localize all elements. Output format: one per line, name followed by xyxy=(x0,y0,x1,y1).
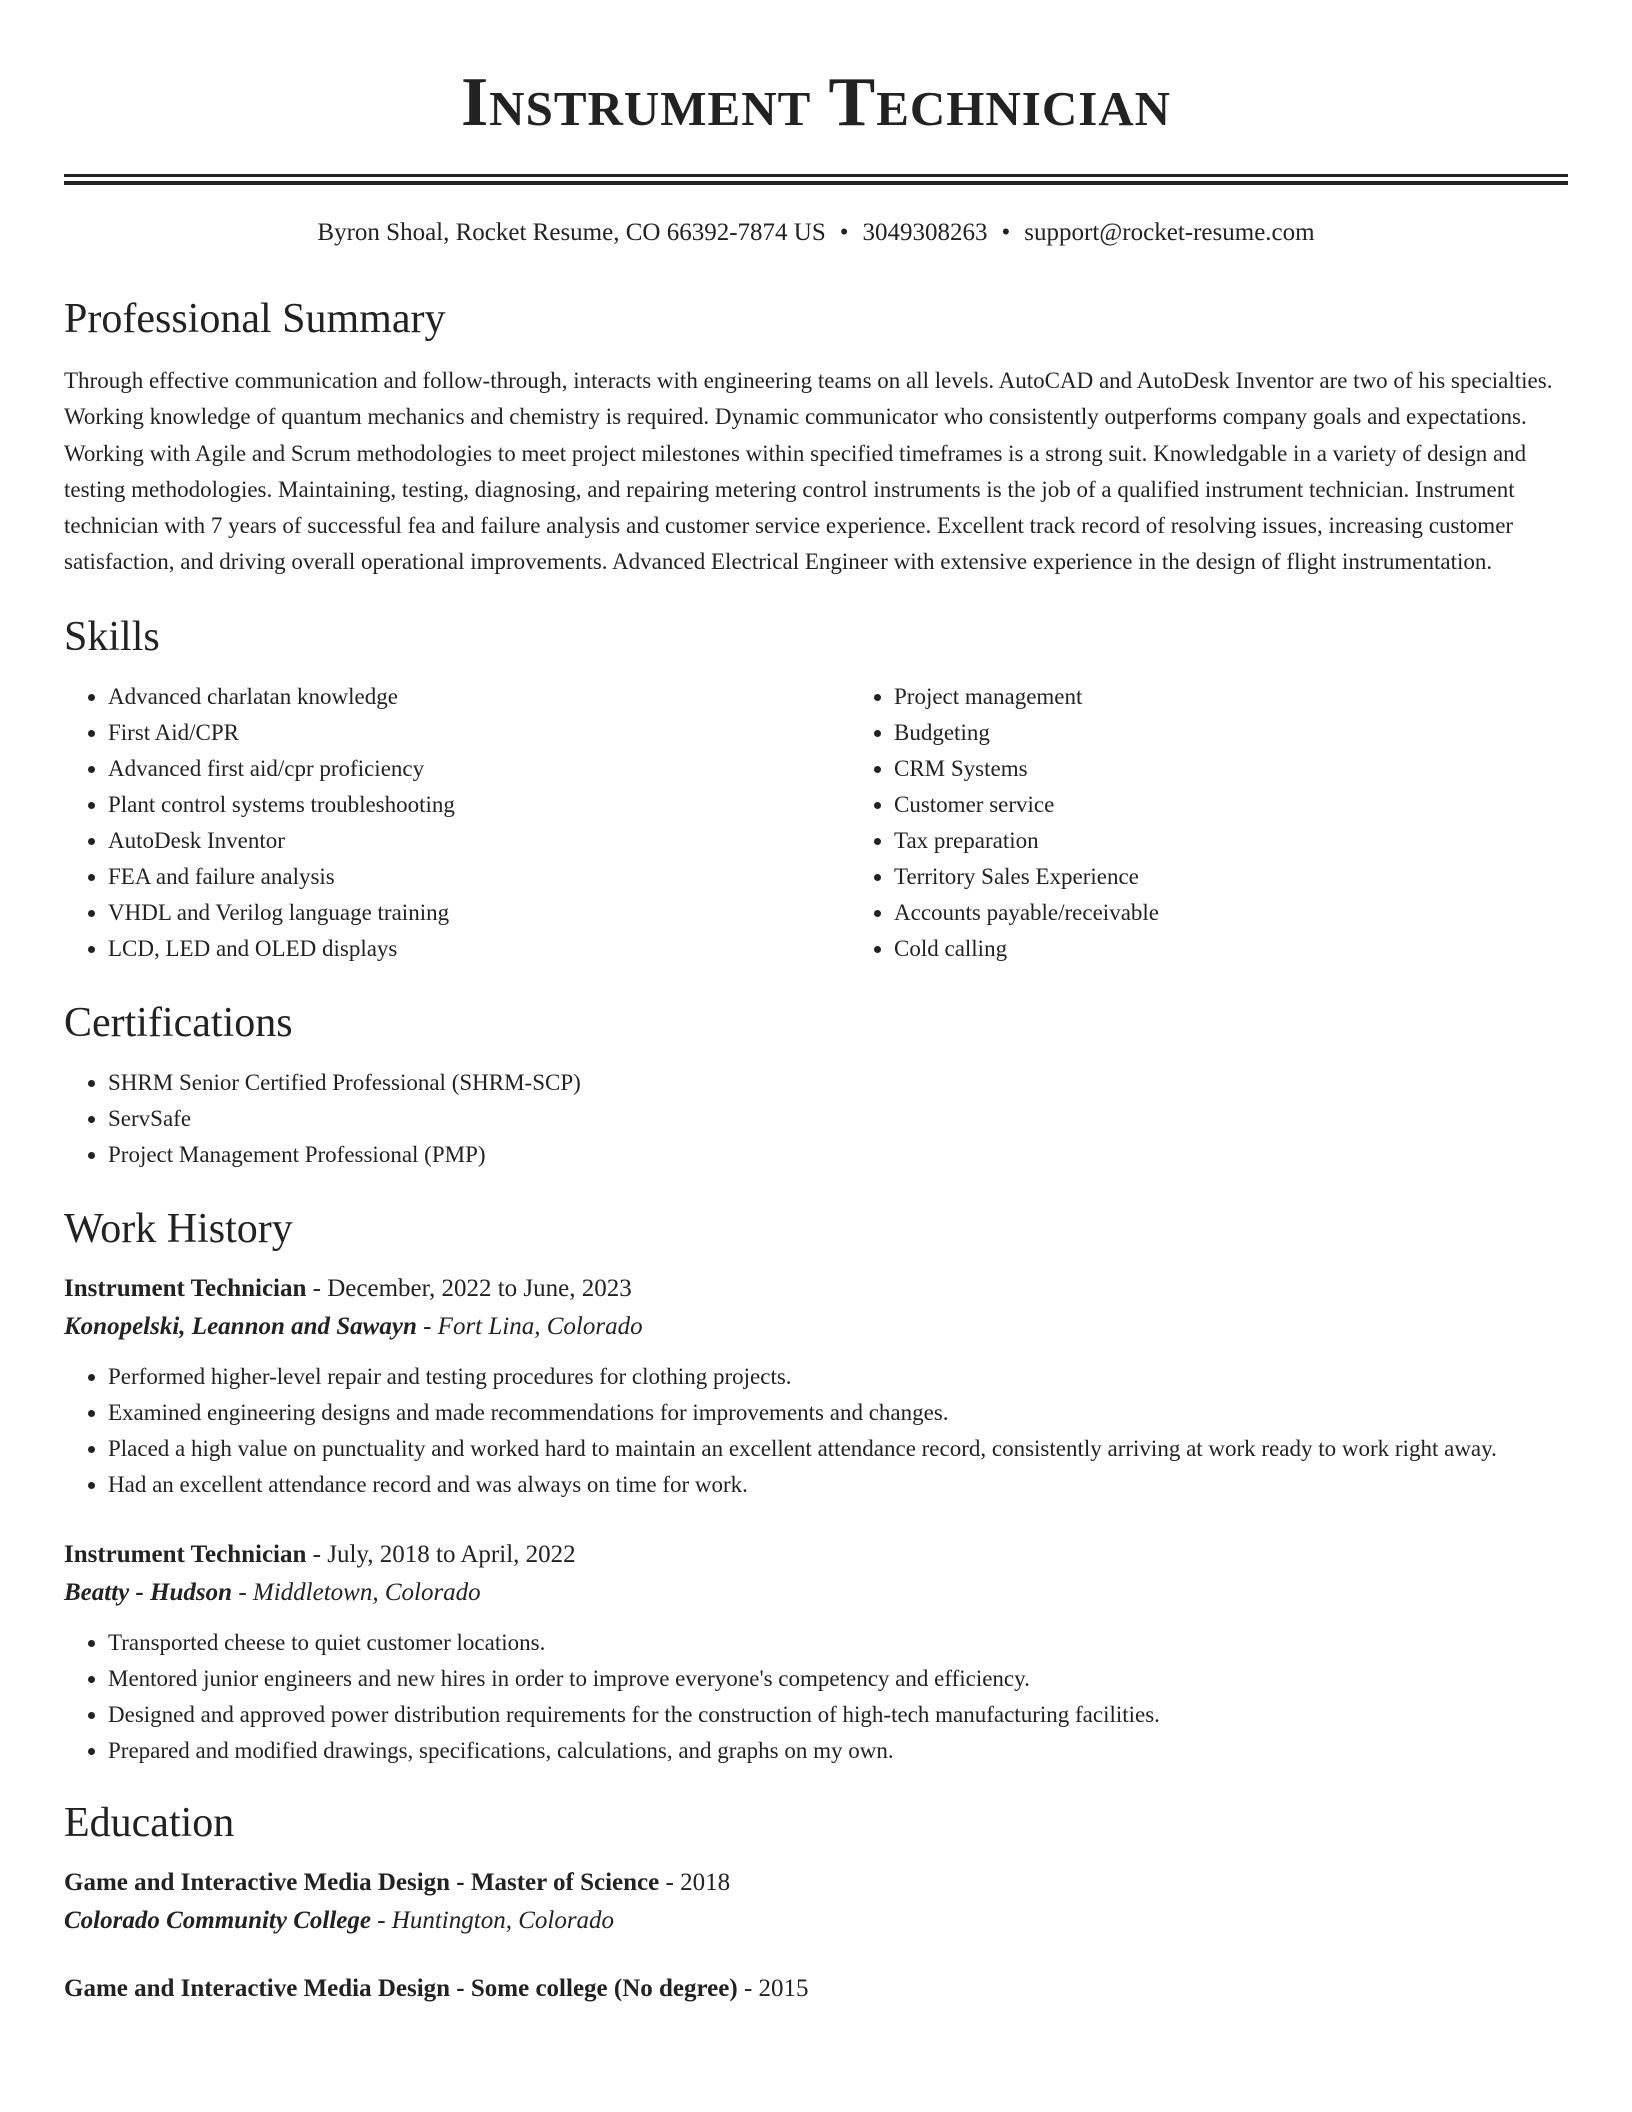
contact-separator: • xyxy=(839,219,849,246)
skills-list-left xyxy=(64,679,850,967)
job-company: Konopelski, Leannon and Sawayn xyxy=(64,1312,417,1340)
skill-item: • Project management xyxy=(894,679,1632,715)
skills-heading: Skills xyxy=(64,613,160,660)
job-company-line xyxy=(64,1573,1568,1613)
job-bullets xyxy=(64,1359,1568,1503)
education-section xyxy=(64,1795,1568,2007)
skill-item: • AutoDesk Inventor xyxy=(108,823,850,859)
job-bullet: • Mentored junior engineers and new hires in order to improve everyone's competency and efficiency. xyxy=(108,1661,1568,1697)
skill-item: • Cold calling xyxy=(894,931,1632,967)
education-degree: Game and Interactive Media Design - Master of Science xyxy=(64,1868,660,1896)
education-school-line xyxy=(64,1901,1568,1941)
education-entry xyxy=(64,1971,1568,2007)
job-entry xyxy=(64,1537,1568,1769)
contact-separator: • xyxy=(1001,219,1011,246)
job-company-line xyxy=(64,1307,1568,1347)
job-title: Instrument Technician xyxy=(64,1540,307,1568)
skill-item: • CRM Systems xyxy=(894,751,1632,787)
contact-email: support@rocket-resume.com xyxy=(1024,219,1315,246)
certification-item: • Project Management Professional (PMP) xyxy=(108,1137,1568,1173)
job-bullet: • Examined engineering designs and made recommendations for improvements and changes. xyxy=(108,1395,1568,1431)
job-dates: - July, 2018 to April, 2022 xyxy=(306,1540,576,1568)
certifications-heading: Certifications xyxy=(64,999,293,1046)
skill-item: • Advanced first aid/cpr proficiency xyxy=(108,751,850,787)
resume-name: Instrument Technician xyxy=(460,64,1172,141)
skill-item: • Accounts payable/receivable xyxy=(894,895,1632,931)
job-bullet: • Placed a high value on punctuality and worked hard to maintain an excellent attendance record, consistently arriving at work ready to work right away. xyxy=(108,1431,1568,1467)
summary-heading: Professional Summary xyxy=(64,296,446,342)
education-year: - 2015 xyxy=(737,1974,809,2002)
skill-item: • Territory Sales Experience xyxy=(894,859,1632,895)
skill-item: • First Aid/CPR xyxy=(108,715,850,751)
job-title-line xyxy=(64,1537,1568,1573)
summary-text: Through effective communication and follow-through, interacts with engineering teams on all levels. AutoCAD and AutoDesk Inventor are two of his specialties. Working knowledge of quantum mechanics and chemistry is required. Dynamic communicator who consistently outperforms company goals and expectations. Working with Agile and Scrum methodologies to meet project milestones within specified timeframes is a strong suit. Knowledgable in a variety of design and testing methodologies. Maintaining, testing, diagnosing, and repairing metering control instruments is the job of a qualified instrument technician. Instrument technician with 7 years of successful fea and failure analysis and customer service experience. Excellent track record of resolving issues, increasing customer satisfaction, and driving overall operational improvements. Advanced Electrical Engineer with extensive experience in the design of flight instrumentation. xyxy=(64,368,1553,575)
education-year: - 2018 xyxy=(659,1868,731,1896)
job-bullet: • Designed and approved power distribution requirements for the construction of high-tech manufacturing facilities. xyxy=(108,1697,1568,1733)
job-bullet: • Had an excellent attendance record and was always on time for work. xyxy=(108,1467,1568,1503)
skill-item: • LCD, LED and OLED displays xyxy=(108,931,850,967)
job-bullet: • Performed higher-level repair and testing procedures for clothing projects. xyxy=(108,1359,1568,1395)
education-location: - Huntington, Colorado xyxy=(370,1906,615,1934)
contact-address: Byron Shoal, Rocket Resume, CO 66392-7874 US xyxy=(317,219,826,246)
work-history-heading: Work History xyxy=(64,1205,293,1252)
certification-item: • SHRM Senior Certified Professional (SHRM-SCP) xyxy=(108,1065,1568,1101)
education-degree-line xyxy=(64,1971,1568,2007)
skill-item: • Budgeting xyxy=(894,715,1632,751)
job-title: Instrument Technician xyxy=(64,1274,307,1302)
skills-list-right xyxy=(850,679,1632,967)
job-company: Beatty - Hudson xyxy=(64,1578,233,1606)
job-location: - Middletown, Colorado xyxy=(232,1578,481,1606)
contact-line xyxy=(64,215,1568,251)
certifications-section xyxy=(64,995,1568,1173)
education-school: Colorado Community College xyxy=(64,1906,371,1934)
education-heading: Education xyxy=(64,1799,235,1846)
job-title-line xyxy=(64,1271,1568,1307)
education-degree: Game and Interactive Media Design - Some college (No degree) xyxy=(64,1974,738,2002)
job-location: - Fort Lina, Colorado xyxy=(416,1312,643,1340)
job-dates: - December, 2022 to June, 2023 xyxy=(306,1274,632,1302)
job-entry xyxy=(64,1271,1568,1503)
education-entry xyxy=(64,1865,1568,1941)
resume-page xyxy=(64,0,1568,2007)
skill-item: • VHDL and Verilog language training xyxy=(108,895,850,931)
skill-item: • Tax preparation xyxy=(894,823,1632,859)
skill-item: • Customer service xyxy=(894,787,1632,823)
summary-section xyxy=(64,291,1568,581)
job-bullets xyxy=(64,1625,1568,1769)
certifications-list xyxy=(64,1065,1568,1173)
job-bullet: • Transported cheese to quiet customer locations. xyxy=(108,1625,1568,1661)
double-rule-divider xyxy=(64,174,1568,185)
certification-item: • ServSafe xyxy=(108,1101,1568,1137)
skill-item: • Advanced charlatan knowledge xyxy=(108,679,850,715)
skills-section xyxy=(64,609,1568,967)
job-bullet: • Prepared and modified drawings, specifications, calculations, and graphs on my own. xyxy=(108,1733,1568,1769)
contact-phone: 3049308263 xyxy=(862,219,988,246)
work-history-section xyxy=(64,1201,1568,1769)
skills-columns xyxy=(64,679,1568,967)
skill-item: • FEA and failure analysis xyxy=(108,859,850,895)
skill-item: • Plant control systems troubleshooting xyxy=(108,787,850,823)
education-degree-line xyxy=(64,1865,1568,1901)
